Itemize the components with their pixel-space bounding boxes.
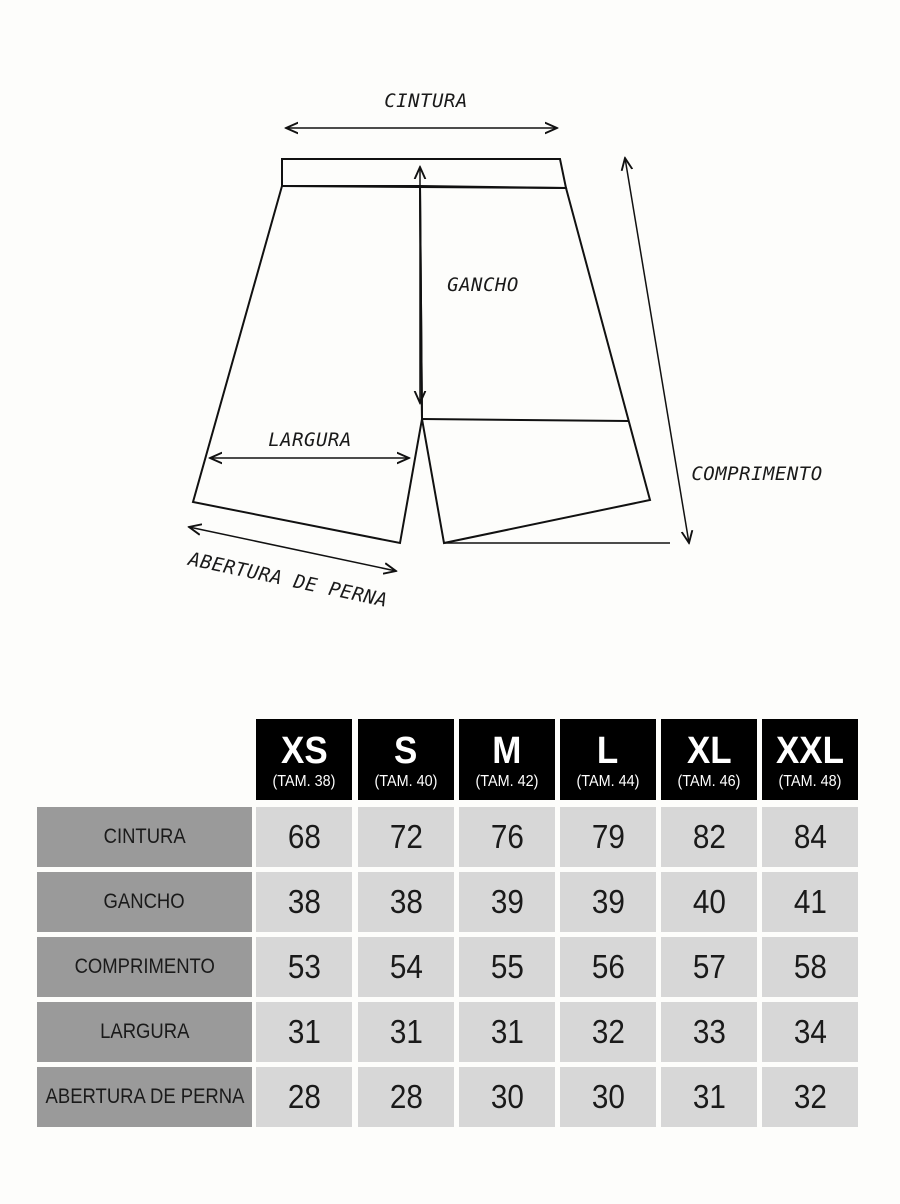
value-text: 38 [389, 883, 423, 920]
row-label-text: GANCHO [103, 890, 186, 913]
size-header-xxl [762, 719, 858, 800]
value-cell [358, 807, 454, 867]
size-code: XS [280, 729, 328, 772]
size-code: S [394, 729, 418, 772]
value-cell [256, 937, 352, 997]
value-cell [358, 1067, 454, 1127]
value-cell [560, 937, 656, 997]
value-text: 32 [591, 1013, 625, 1050]
label-largura: LARGURA [268, 429, 352, 451]
value-cell [661, 937, 757, 997]
value-cell [459, 807, 555, 867]
size-tam: (TAM. 38) [272, 772, 336, 790]
value-text: 34 [793, 1013, 827, 1050]
row-label-cintura [37, 807, 252, 867]
value-text: 31 [287, 1013, 321, 1050]
value-text: 79 [591, 818, 625, 855]
value-cell [560, 807, 656, 867]
value-text: 72 [389, 818, 423, 855]
size-code: XXL [776, 729, 844, 772]
value-cell [358, 872, 454, 932]
left-leg [193, 186, 422, 543]
row-label-text: LARGURA [99, 1020, 190, 1043]
value-cell [560, 872, 656, 932]
value-text: 57 [692, 948, 726, 985]
value-text: 38 [287, 883, 321, 920]
value-cell [459, 1067, 555, 1127]
value-text: 76 [490, 818, 524, 855]
value-text: 30 [591, 1078, 625, 1115]
value-cell [661, 807, 757, 867]
right-leg [420, 186, 650, 543]
size-header-m [459, 719, 555, 800]
waistband [282, 159, 566, 188]
value-text: 40 [692, 883, 726, 920]
measurement-arrows [189, 128, 689, 571]
value-text: 68 [287, 818, 321, 855]
value-cell [358, 1002, 454, 1062]
size-tam: (TAM. 46) [677, 772, 741, 790]
value-text: 54 [389, 948, 423, 985]
crotch-line [422, 419, 628, 421]
value-text: 55 [490, 948, 524, 985]
shorts-outline [193, 159, 670, 543]
size-header-s [358, 719, 454, 800]
row-label-text: ABERTURA DE PERNA [45, 1085, 244, 1108]
label-cintura: CINTURA [384, 90, 468, 112]
value-text: 84 [793, 818, 827, 855]
value-cell [661, 1002, 757, 1062]
value-text: 58 [793, 948, 827, 985]
value-text: 39 [490, 883, 524, 920]
value-cell [256, 1002, 352, 1062]
size-header-xl [661, 719, 757, 800]
value-text: 41 [793, 883, 827, 920]
value-cell [762, 807, 858, 867]
value-text: 33 [692, 1013, 726, 1050]
value-text: 30 [490, 1078, 524, 1115]
size-code: L [597, 729, 619, 772]
value-text: 56 [591, 948, 625, 985]
value-cell [661, 1067, 757, 1127]
size-tam: (TAM. 40) [374, 772, 438, 790]
value-text: 82 [692, 818, 726, 855]
row-label-text: COMPRIMENTO [74, 955, 215, 978]
value-cell [560, 1002, 656, 1062]
label-gancho: GANCHO [447, 274, 519, 296]
size-code: XL [686, 729, 732, 772]
value-text: 32 [793, 1078, 827, 1115]
size-header-l [560, 719, 656, 800]
size-header-xs [256, 719, 352, 800]
value-cell [762, 872, 858, 932]
label-comprimento: COMPRIMENTO [691, 463, 823, 485]
row-label-comprimento [37, 937, 252, 997]
value-cell [762, 937, 858, 997]
value-cell [762, 1067, 858, 1127]
size-tam: (TAM. 48) [778, 772, 842, 790]
value-cell [358, 937, 454, 997]
value-cell [459, 1002, 555, 1062]
value-text: 31 [692, 1078, 726, 1115]
row-label-gancho [37, 872, 252, 932]
value-text: 31 [490, 1013, 524, 1050]
row-label-largura [37, 1002, 252, 1062]
value-cell [256, 1067, 352, 1127]
value-cell [459, 872, 555, 932]
value-cell [661, 872, 757, 932]
value-cell [459, 937, 555, 997]
value-cell [256, 807, 352, 867]
size-tam: (TAM. 44) [576, 772, 640, 790]
value-cell [762, 1002, 858, 1062]
row-label-abertura-de-perna [37, 1067, 252, 1127]
value-text: 28 [389, 1078, 423, 1115]
value-cell [560, 1067, 656, 1127]
value-cell [256, 872, 352, 932]
value-text: 39 [591, 883, 625, 920]
size-code: M [492, 729, 522, 772]
value-text: 31 [389, 1013, 423, 1050]
size-tam: (TAM. 42) [475, 772, 539, 790]
label-abertura: ABERTURA DE PERNA [186, 548, 390, 612]
value-text: 53 [287, 948, 321, 985]
comprimento-arrow [625, 158, 689, 543]
value-text: 28 [287, 1078, 321, 1115]
row-label-text: CINTURA [103, 825, 186, 848]
